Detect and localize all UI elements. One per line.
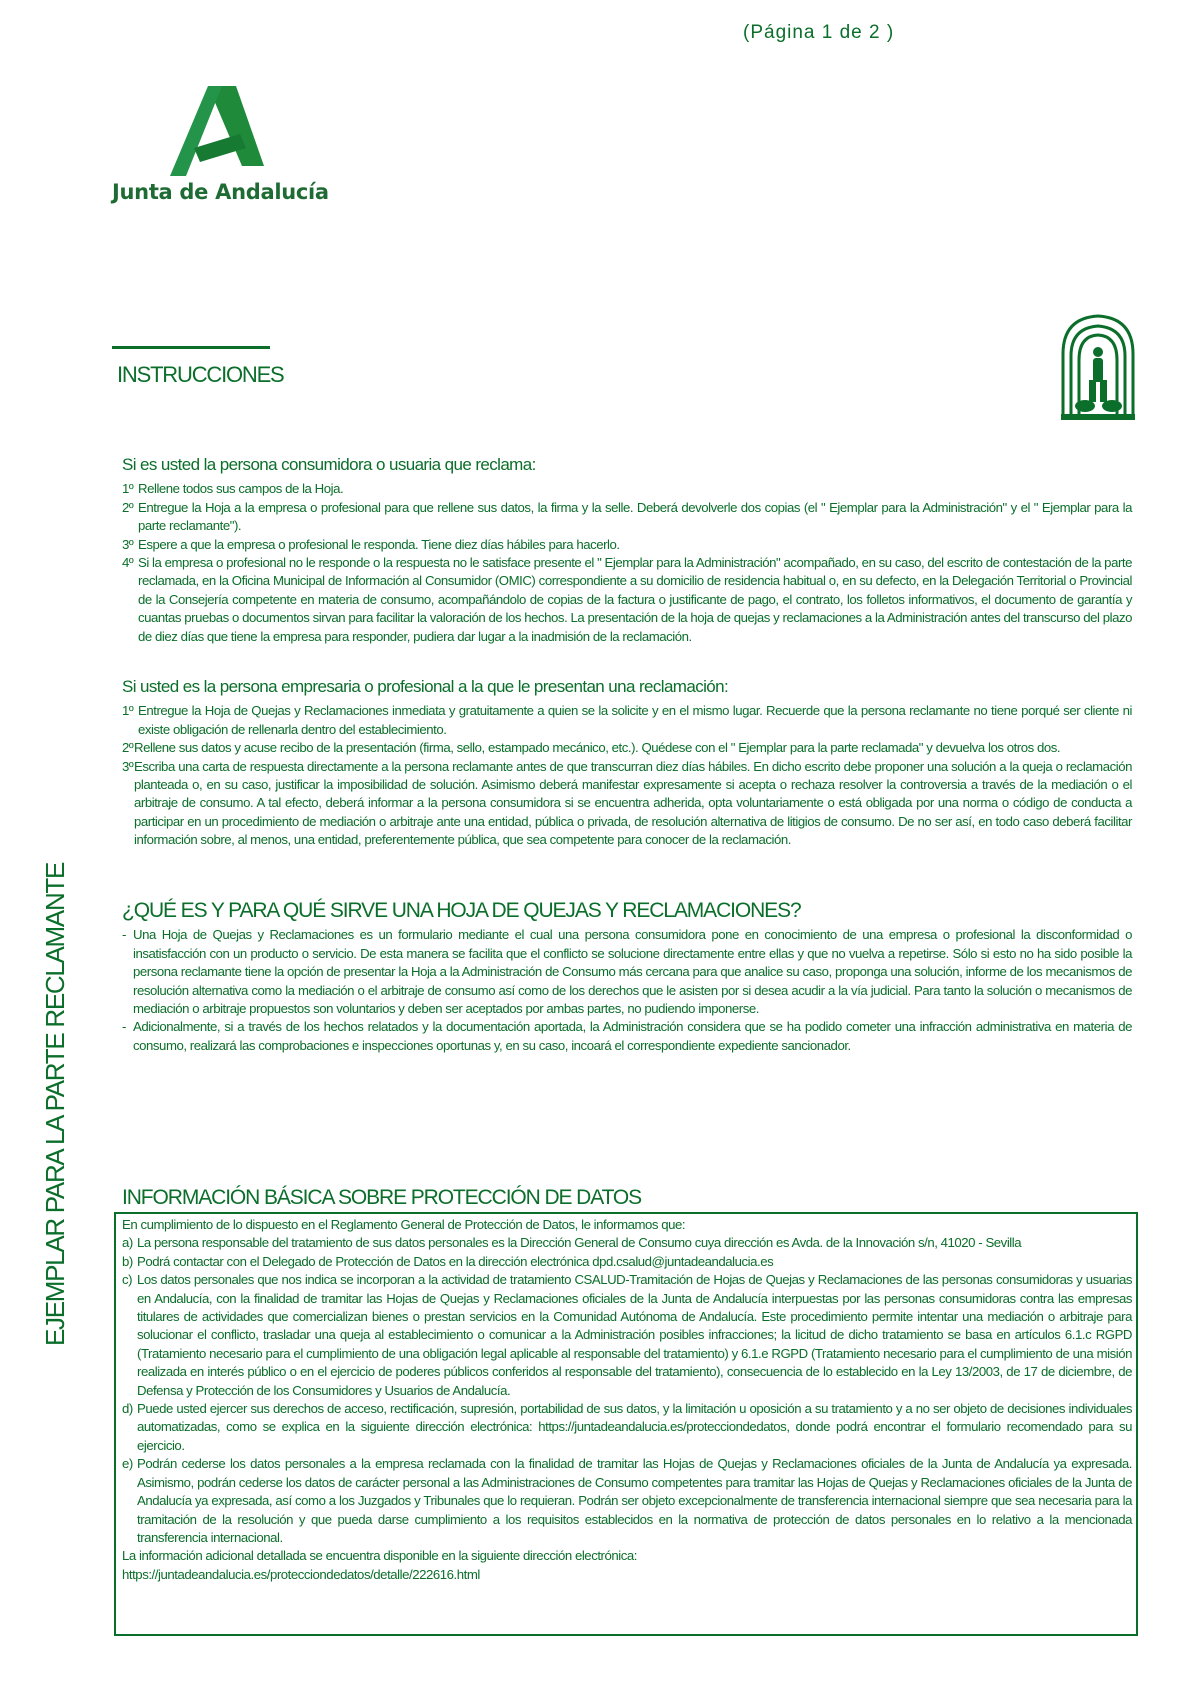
side-label: EJEMPLAR PARA LA PARTE RECLAMANTE bbox=[40, 862, 70, 1346]
list-item bbox=[122, 1400, 1132, 1455]
item-number: 4º bbox=[122, 555, 134, 571]
item-text: Entregue la Hoja a la empresa o profesional para que rellene sus datos, la firma y la selle. Deberá devolverle dos copias (el " Ejemplar para la Administración" y el " Ejemplar para la parte reclamante"). bbox=[138, 499, 1132, 534]
consumer-section bbox=[122, 456, 1132, 646]
item-text: Escriba una carta de respuesta directamente a la persona reclamante antes de que transcurran diez días hábiles. En dicho escrito debe proponer una solución a la queja o reclamación planteada o, en su caso, justificar la imposibilidad de solución. Asimismo deberá manifestar expresamente si acepta o rechaza resolver la controversia a través de la mediación o el arbitraje de consumo. A tal efecto, deberá informar a la persona consumidora si se encuentra adherida, opta voluntariamente o está obligada por una norma o código de conducta a participar en un procedimiento de mediación o arbitraje ante una entidad, pública o privada, de resolución alternativa de litigios de consumo. De no ser así, en todo caso deberá facilitar información sobre, al menos, una entidad, preferentemente pública, que sea competente para conocer de la reclamación. bbox=[134, 758, 1132, 848]
item-text: Rellene todos sus campos de la Hoja. bbox=[138, 481, 344, 497]
list-item bbox=[122, 480, 1132, 498]
consumer-heading: Si es usted la persona consumidora o usuaria que reclama: bbox=[122, 455, 536, 474]
data-protection-link[interactable]: https://juntadeandalucia.es/protecciondedatos/detalle/222616.html bbox=[122, 1566, 480, 1582]
item-text: Puede usted ejercer sus derechos de acceso, rectificación, supresión, portabilidad de sus datos, y la limitación u oposición a su tratamiento y a no ser objeto de decisiones individuales automatizadas, como se explica en la siguiente dirección electrónica: https://juntadeandalucia.es/protecciondedatos, donde podrá encontrar el formulario recomendado para su ejercicio. bbox=[137, 1401, 1132, 1453]
item-bullet: - bbox=[122, 927, 126, 943]
list-item bbox=[122, 499, 1132, 536]
list-item bbox=[122, 926, 1132, 1018]
item-text: La persona responsable del tratamiento de sus datos personales es la Dirección General de Consumo cuya dirección es Avda. de la Innovación s/n, 41020 - Sevilla bbox=[137, 1235, 1022, 1251]
business-section bbox=[122, 678, 1132, 850]
item-text: Podrá contactar con el Delegado de Protección de Datos en la dirección electrónica dpd.csalud@juntadeandalucia.es bbox=[137, 1253, 774, 1269]
list-item bbox=[122, 758, 1132, 850]
instructions-title: INSTRUCCIONES bbox=[117, 362, 284, 387]
item-number: 1º bbox=[122, 481, 134, 497]
list-item bbox=[122, 1234, 1132, 1252]
item-text: Si la empresa o profesional no le responde o la respuesta no le satisface presente el " Ejemplar para la Administración" acompañado, en su caso, del escrito de contestación de la parte reclamada, en la Oficina Municipal de Información al Consumidor (OMIC) correspondiente a su domicilio de residencia habitual o, en su defecto, en la Delegación Territorial o Provincial de la Consejería competente en materia de consumo, acompañándolo de copias de la factura o justificante de pago, el contrato, los folletos informativos, el documento de garantía y cuantas pruebas o documentos sirvan para facilitar la valoración de los hechos. La presentación de la hoja de quejas y reclamaciones a la Administración antes del transcurso del plazo de diez días que tiene la empresa para responder, pudiera dar lugar a la inadmisión de la reclamación. bbox=[138, 555, 1132, 644]
item-text: Rellene sus datos y acuse recibo de la presentación (firma, sello, estampado mecánico, etc.). Quédese con el " Ejemplar para la parte reclamada" y devuelva los otros dos. bbox=[134, 740, 1061, 756]
item-number: 2º bbox=[122, 740, 134, 756]
list-item bbox=[122, 1271, 1132, 1400]
item-number: 3º bbox=[122, 758, 134, 774]
item-letter: e) bbox=[122, 1456, 133, 1472]
coat-of-arms-icon bbox=[1057, 310, 1139, 422]
list-item bbox=[122, 536, 1132, 554]
data-protection-content bbox=[122, 1216, 1132, 1584]
data-protection-intro: En cumplimiento de lo dispuesto en el Reglamento General de Protección de Datos, le informamos que: bbox=[122, 1217, 686, 1232]
list-item bbox=[122, 1018, 1132, 1055]
item-number: 2º bbox=[122, 499, 134, 515]
what-is-section bbox=[122, 899, 1132, 1055]
junta-a-icon bbox=[164, 86, 284, 176]
item-letter: d) bbox=[122, 1401, 133, 1417]
item-text: Espere a que la empresa o profesional le responda. Tiene diez días hábiles para hacerlo. bbox=[138, 536, 620, 552]
item-number: 3º bbox=[122, 536, 134, 552]
what-is-heading: ¿QUÉ ES Y PARA QUÉ SIRVE UNA HOJA DE QUEJAS Y RECLAMACIONES? bbox=[122, 899, 801, 922]
list-item bbox=[122, 1455, 1132, 1547]
item-letter: a) bbox=[122, 1235, 133, 1251]
item-letter: b) bbox=[122, 1253, 133, 1269]
logo-text: Junta de Andalucía bbox=[112, 180, 329, 204]
data-protection-title: INFORMACIÓN BÁSICA SOBRE PROTECCIÓN DE DATOS bbox=[122, 1186, 642, 1209]
list-item bbox=[122, 739, 1132, 757]
item-bullet: - bbox=[122, 1019, 126, 1035]
item-text: Adicionalmente, si a través de los hechos relatados y la documentación aportada, la Administración considera que se ha podido cometer una infracción administrativa en materia de consumo, realizará las comprobaciones e inspecciones oportunas y, en su caso, incoará el correspondiente expediente sancionador. bbox=[133, 1019, 1132, 1053]
item-text: Una Hoja de Quejas y Reclamaciones es un formulario mediante el cual una persona consumidora pone en conocimiento de una empresa o profesional la disconformidad o insatisfacción con un producto o servicio. De esta manera se facilita que el conflicto se solucione directamente entre ellas y que no vuelva a repetirse. Sólo si esto no ha sido posible la persona reclamante tiene la opción de presentar la Hoja a la Administración de Consumo más cercana para que analice su caso, proponga una solución, informe de los mecanismos de resolución alternativa como la mediación o el arbitraje de consumo así como de los derechos que le asisten por si desea acudir a la vía judicial. Para tanto la solución o mecanismos de mediación o arbitraje propuestos son voluntarios y deben ser aceptados por ambas partes, no pudiendo imponerse. bbox=[133, 927, 1132, 1017]
junta-logo bbox=[112, 86, 332, 204]
item-text: Podrán cederse los datos personales a la empresa reclamada con la finalidad de tramitar las Hojas de Quejas y Reclamaciones oficiales de la Junta de Andalucía ya expresada. Asimismo, podrán cederse los datos de carácter personal a las Administraciones de Consumo competentes para tramitar las Hojas de Quejas y Reclamaciones oficiales de la Junta de Andalucía ya expresada, así como a los Juzgados y Tribunales que lo requieran. Podrán ser objeto excepcionalmente de transferencia internacional siempre que sea necesaria para la tramitación de la resolución y que pueda darse cumplimiento a los requisitos establecidos en la normativa de protección de datos personales en lo relativo a la mencionada transferencia internacional. bbox=[137, 1456, 1132, 1545]
item-text: Entregue la Hoja de Quejas y Reclamaciones inmediata y gratuitamente a quien se la solicite y en el mismo lugar. Recuerde que la persona reclamante no tiene porqué ser cliente ni existe obligación de rellenarla dentro del establecimiento. bbox=[138, 703, 1132, 737]
list-item bbox=[122, 1253, 1132, 1271]
item-text: Los datos personales que nos indica se incorporan a la actividad de tratamiento CSALUD-Tramitación de Hojas de Quejas y Reclamaciones de las personas consumidoras y usuarias en Andalucía, con la finalidad de tramitar las Hojas de Quejas y Reclamaciones oficiales de la Junta de Andalucía interpuestas por las personas consumidoras contra las empresas titulares de actividades que comercializan bienes o prestan servicios en la Comunidad Autónoma de Andalucía. Este procedimiento permite intentar una mediación o arbitraje para solucionar el conflicto, trasladar una queja al establecimiento o comunicar a la Administración posibles infracciones; la licitud de dicho tratamiento se basa en artículos 6.1.c RGPD (Tratamiento necesario para el cumplimiento de una obligación legal aplicable al responsable del tratamiento) y 6.1.e RGPD (Tratamiento necesario para el cumplimiento de una misión realizada en interés público o en el ejercicio de poderes públicos conferidos al responsable del tratamiento), consecuencia de lo establecido en la Ley 13/2003, de 17 de diciembre, de Defensa y Protección de los Consumidores y Usuarios de Andalucía. bbox=[137, 1272, 1132, 1398]
instructions-rule bbox=[112, 346, 270, 349]
data-protection-footer: La información adicional detallada se encuentra disponible en la siguiente dirección electrónica: bbox=[122, 1548, 637, 1564]
list-item bbox=[122, 702, 1132, 739]
business-heading: Si usted es la persona empresaria o profesional a la que le presentan una reclamación: bbox=[122, 677, 729, 696]
item-number: 1º bbox=[122, 703, 134, 719]
item-letter: c) bbox=[122, 1272, 133, 1288]
page-number: (Página 1 de 2 ) bbox=[743, 22, 895, 43]
list-item bbox=[122, 554, 1132, 646]
